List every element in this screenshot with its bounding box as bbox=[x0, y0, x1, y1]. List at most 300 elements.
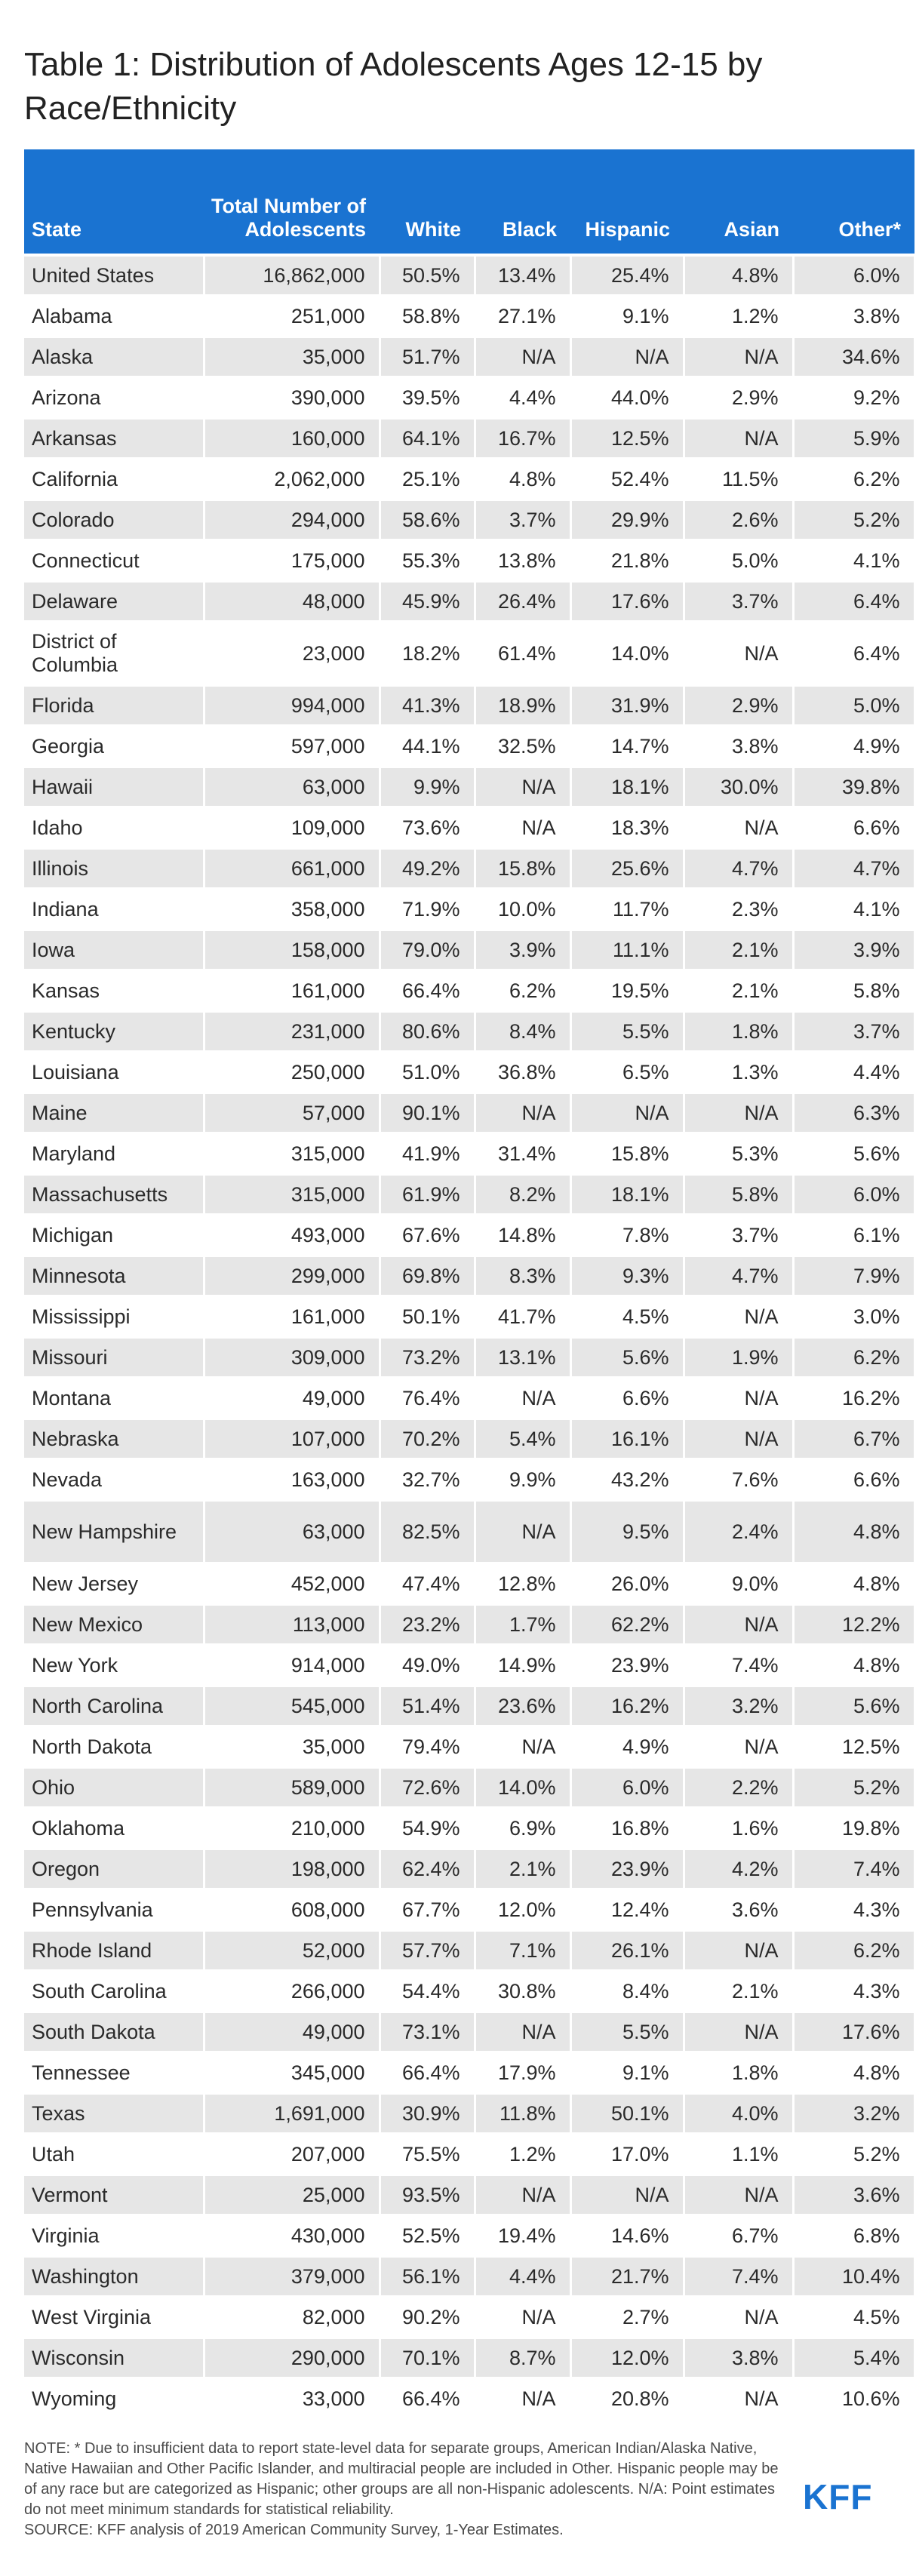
hispanic-cell: 5.5% bbox=[570, 1011, 684, 1052]
state-cell: Pennsylvania bbox=[24, 1889, 204, 1930]
table-row bbox=[24, 726, 914, 767]
other-cell: 4.5% bbox=[793, 2297, 914, 2338]
white-cell: 39.5% bbox=[380, 377, 475, 418]
state-cell: Mississippi bbox=[24, 1296, 204, 1337]
black-cell: 13.1% bbox=[475, 1337, 570, 1378]
asian-cell: 2.3% bbox=[684, 889, 793, 930]
asian-cell: 4.8% bbox=[684, 255, 793, 296]
other-cell: 5.9% bbox=[793, 418, 914, 459]
black-cell: 61.4% bbox=[475, 622, 570, 685]
black-cell: 5.4% bbox=[475, 1419, 570, 1459]
black-cell: 18.9% bbox=[475, 685, 570, 726]
white-cell: 66.4% bbox=[380, 2052, 475, 2093]
other-cell: 6.8% bbox=[793, 2215, 914, 2256]
white-cell: 70.2% bbox=[380, 1419, 475, 1459]
table-row bbox=[24, 1378, 914, 1419]
table-row bbox=[24, 1808, 914, 1849]
asian-cell: 30.0% bbox=[684, 767, 793, 807]
footnote bbox=[24, 2439, 786, 2541]
table-row bbox=[24, 1889, 914, 1930]
asian-cell: 4.7% bbox=[684, 848, 793, 889]
black-cell: 1.2% bbox=[475, 2134, 570, 2175]
table-row bbox=[24, 2378, 914, 2419]
hispanic-cell: N/A bbox=[570, 2175, 684, 2215]
black-cell: 10.0% bbox=[475, 889, 570, 930]
total-cell: 597,000 bbox=[204, 726, 380, 767]
table-row bbox=[24, 970, 914, 1011]
other-cell: 4.1% bbox=[793, 540, 914, 581]
total-cell: 390,000 bbox=[204, 377, 380, 418]
asian-cell: 4.2% bbox=[684, 1849, 793, 1889]
black-cell: 12.0% bbox=[475, 1889, 570, 1930]
total-cell: 161,000 bbox=[204, 970, 380, 1011]
total-cell: 48,000 bbox=[204, 581, 380, 622]
other-cell: 3.8% bbox=[793, 296, 914, 337]
state-cell: Georgia bbox=[24, 726, 204, 767]
state-cell: Massachusetts bbox=[24, 1174, 204, 1215]
other-cell: 5.8% bbox=[793, 970, 914, 1011]
state-cell: Montana bbox=[24, 1378, 204, 1419]
total-cell: 250,000 bbox=[204, 1052, 380, 1093]
state-cell: District of Columbia bbox=[24, 622, 204, 685]
total-cell: 266,000 bbox=[204, 1971, 380, 2012]
asian-cell: N/A bbox=[684, 2378, 793, 2419]
total-cell: 23,000 bbox=[204, 622, 380, 685]
hispanic-cell: 14.7% bbox=[570, 726, 684, 767]
black-cell: 13.8% bbox=[475, 540, 570, 581]
white-cell: 25.1% bbox=[380, 459, 475, 500]
total-cell: 63,000 bbox=[204, 1500, 380, 1563]
table-row bbox=[24, 1011, 914, 1052]
black-cell: 1.7% bbox=[475, 1604, 570, 1645]
other-cell: 4.1% bbox=[793, 889, 914, 930]
black-cell: 4.8% bbox=[475, 459, 570, 500]
black-cell: 8.7% bbox=[475, 2338, 570, 2378]
total-cell: 914,000 bbox=[204, 1645, 380, 1686]
state-cell: Indiana bbox=[24, 889, 204, 930]
state-cell: Alaska bbox=[24, 337, 204, 377]
white-cell: 69.8% bbox=[380, 1256, 475, 1296]
total-cell: 379,000 bbox=[204, 2256, 380, 2297]
black-cell: N/A bbox=[475, 2175, 570, 2215]
state-cell: Maine bbox=[24, 1093, 204, 1133]
asian-cell: N/A bbox=[684, 2175, 793, 2215]
table-row bbox=[24, 377, 914, 418]
asian-cell: N/A bbox=[684, 337, 793, 377]
asian-cell: 1.9% bbox=[684, 1337, 793, 1378]
other-cell: 3.7% bbox=[793, 1011, 914, 1052]
black-cell: 32.5% bbox=[475, 726, 570, 767]
total-cell: 163,000 bbox=[204, 1459, 380, 1500]
other-cell: 4.8% bbox=[793, 2052, 914, 2093]
table-row bbox=[24, 807, 914, 848]
table-row bbox=[24, 500, 914, 540]
white-cell: 49.0% bbox=[380, 1645, 475, 1686]
state-cell: Illinois bbox=[24, 848, 204, 889]
table-row bbox=[24, 1133, 914, 1174]
total-cell: 160,000 bbox=[204, 418, 380, 459]
other-cell: 6.6% bbox=[793, 1459, 914, 1500]
state-cell: Virginia bbox=[24, 2215, 204, 2256]
state-cell: Maryland bbox=[24, 1133, 204, 1174]
table-row bbox=[24, 622, 914, 685]
other-cell: 6.2% bbox=[793, 1930, 914, 1971]
table-row bbox=[24, 1337, 914, 1378]
black-cell: 4.4% bbox=[475, 2256, 570, 2297]
other-cell: 4.8% bbox=[793, 1563, 914, 1604]
white-cell: 79.4% bbox=[380, 1726, 475, 1767]
white-cell: 58.8% bbox=[380, 296, 475, 337]
other-cell: 12.5% bbox=[793, 1726, 914, 1767]
asian-cell: 1.1% bbox=[684, 2134, 793, 2175]
total-cell: 661,000 bbox=[204, 848, 380, 889]
black-cell: N/A bbox=[475, 1378, 570, 1419]
table-header bbox=[24, 149, 914, 255]
black-cell: N/A bbox=[475, 767, 570, 807]
white-cell: 66.4% bbox=[380, 970, 475, 1011]
hispanic-cell: 4.9% bbox=[570, 1726, 684, 1767]
state-cell: Washington bbox=[24, 2256, 204, 2297]
other-cell: 39.8% bbox=[793, 767, 914, 807]
state-cell: Oregon bbox=[24, 1849, 204, 1889]
black-cell: 36.8% bbox=[475, 1052, 570, 1093]
asian-cell: 3.7% bbox=[684, 581, 793, 622]
other-cell: 6.3% bbox=[793, 1093, 914, 1133]
other-cell: 3.0% bbox=[793, 1296, 914, 1337]
black-cell: 9.9% bbox=[475, 1459, 570, 1500]
table-row bbox=[24, 2052, 914, 2093]
white-cell: 44.1% bbox=[380, 726, 475, 767]
asian-cell: 7.4% bbox=[684, 1645, 793, 1686]
white-cell: 76.4% bbox=[380, 1378, 475, 1419]
table-row bbox=[24, 1686, 914, 1726]
table-row bbox=[24, 2134, 914, 2175]
table-row bbox=[24, 1849, 914, 1889]
white-cell: 80.6% bbox=[380, 1011, 475, 1052]
black-cell: 3.7% bbox=[475, 500, 570, 540]
asian-cell: 2.6% bbox=[684, 500, 793, 540]
other-cell: 19.8% bbox=[793, 1808, 914, 1849]
column-header-white: White bbox=[380, 149, 475, 255]
black-cell: N/A bbox=[475, 1500, 570, 1563]
hispanic-cell: 9.5% bbox=[570, 1500, 684, 1563]
white-cell: 41.3% bbox=[380, 685, 475, 726]
hispanic-cell: 19.5% bbox=[570, 970, 684, 1011]
hispanic-cell: 31.9% bbox=[570, 685, 684, 726]
white-cell: 51.0% bbox=[380, 1052, 475, 1093]
hispanic-cell: 6.5% bbox=[570, 1052, 684, 1093]
black-cell: 23.6% bbox=[475, 1686, 570, 1726]
black-cell: N/A bbox=[475, 1726, 570, 1767]
hispanic-cell: 11.7% bbox=[570, 889, 684, 930]
black-cell: 17.9% bbox=[475, 2052, 570, 2093]
total-cell: 63,000 bbox=[204, 767, 380, 807]
table-row bbox=[24, 1971, 914, 2012]
hispanic-cell: 6.6% bbox=[570, 1378, 684, 1419]
black-cell: 30.8% bbox=[475, 1971, 570, 2012]
hispanic-cell: 18.1% bbox=[570, 767, 684, 807]
table-row bbox=[24, 1174, 914, 1215]
table-row bbox=[24, 296, 914, 337]
total-cell: 49,000 bbox=[204, 1378, 380, 1419]
white-cell: 72.6% bbox=[380, 1767, 475, 1808]
total-cell: 1,691,000 bbox=[204, 2093, 380, 2134]
hispanic-cell: 21.8% bbox=[570, 540, 684, 581]
white-cell: 62.4% bbox=[380, 1849, 475, 1889]
total-cell: 452,000 bbox=[204, 1563, 380, 1604]
asian-cell: N/A bbox=[684, 807, 793, 848]
hispanic-cell: 7.8% bbox=[570, 1215, 684, 1256]
hispanic-cell: 2.7% bbox=[570, 2297, 684, 2338]
hispanic-cell: 50.1% bbox=[570, 2093, 684, 2134]
state-cell: New Jersey bbox=[24, 1563, 204, 1604]
black-cell: 14.9% bbox=[475, 1645, 570, 1686]
white-cell: 58.6% bbox=[380, 500, 475, 540]
asian-cell: 7.6% bbox=[684, 1459, 793, 1500]
total-cell: 430,000 bbox=[204, 2215, 380, 2256]
black-cell: 3.9% bbox=[475, 930, 570, 970]
hispanic-cell: 26.1% bbox=[570, 1930, 684, 1971]
white-cell: 41.9% bbox=[380, 1133, 475, 1174]
table-row bbox=[24, 2012, 914, 2052]
table-row bbox=[24, 1296, 914, 1337]
table-row bbox=[24, 255, 914, 296]
hispanic-cell: 62.2% bbox=[570, 1604, 684, 1645]
total-cell: 161,000 bbox=[204, 1296, 380, 1337]
state-cell: Iowa bbox=[24, 930, 204, 970]
table-row bbox=[24, 418, 914, 459]
white-cell: 61.9% bbox=[380, 1174, 475, 1215]
asian-cell: 2.4% bbox=[684, 1500, 793, 1563]
hispanic-cell: 15.8% bbox=[570, 1133, 684, 1174]
white-cell: 49.2% bbox=[380, 848, 475, 889]
total-cell: 231,000 bbox=[204, 1011, 380, 1052]
black-cell: 4.4% bbox=[475, 377, 570, 418]
white-cell: 32.7% bbox=[380, 1459, 475, 1500]
white-cell: 30.9% bbox=[380, 2093, 475, 2134]
table-row bbox=[24, 459, 914, 500]
asian-cell: N/A bbox=[684, 2297, 793, 2338]
hispanic-cell: 17.0% bbox=[570, 2134, 684, 2175]
state-cell: Oklahoma bbox=[24, 1808, 204, 1849]
table-row bbox=[24, 2256, 914, 2297]
other-cell: 4.8% bbox=[793, 1500, 914, 1563]
hispanic-cell: 52.4% bbox=[570, 459, 684, 500]
asian-cell: 9.0% bbox=[684, 1563, 793, 1604]
state-cell: Arkansas bbox=[24, 418, 204, 459]
data-table bbox=[24, 149, 916, 2421]
hispanic-cell: 18.1% bbox=[570, 1174, 684, 1215]
black-cell: N/A bbox=[475, 1093, 570, 1133]
white-cell: 67.6% bbox=[380, 1215, 475, 1256]
asian-cell: 2.9% bbox=[684, 377, 793, 418]
other-cell: 9.2% bbox=[793, 377, 914, 418]
state-cell: Colorado bbox=[24, 500, 204, 540]
asian-cell: 1.3% bbox=[684, 1052, 793, 1093]
state-cell: New York bbox=[24, 1645, 204, 1686]
other-cell: 4.7% bbox=[793, 848, 914, 889]
column-header-black: Black bbox=[475, 149, 570, 255]
table-row bbox=[24, 1052, 914, 1093]
table-row bbox=[24, 889, 914, 930]
other-cell: 6.4% bbox=[793, 581, 914, 622]
white-cell: 57.7% bbox=[380, 1930, 475, 1971]
table-row bbox=[24, 1093, 914, 1133]
state-cell: Wisconsin bbox=[24, 2338, 204, 2378]
table-body bbox=[24, 255, 914, 2419]
state-cell: Michigan bbox=[24, 1215, 204, 1256]
state-cell: Louisiana bbox=[24, 1052, 204, 1093]
total-cell: 309,000 bbox=[204, 1337, 380, 1378]
other-cell: 4.9% bbox=[793, 726, 914, 767]
table-row bbox=[24, 2093, 914, 2134]
asian-cell: 1.2% bbox=[684, 296, 793, 337]
total-cell: 198,000 bbox=[204, 1849, 380, 1889]
hispanic-cell: 9.3% bbox=[570, 1256, 684, 1296]
other-cell: 6.2% bbox=[793, 1337, 914, 1378]
white-cell: 73.6% bbox=[380, 807, 475, 848]
black-cell: 31.4% bbox=[475, 1133, 570, 1174]
state-cell: California bbox=[24, 459, 204, 500]
total-cell: 290,000 bbox=[204, 2338, 380, 2378]
state-cell: North Dakota bbox=[24, 1726, 204, 1767]
other-cell: 5.4% bbox=[793, 2338, 914, 2378]
hispanic-cell: 9.1% bbox=[570, 2052, 684, 2093]
other-cell: 5.6% bbox=[793, 1686, 914, 1726]
other-cell: 6.2% bbox=[793, 459, 914, 500]
table-row bbox=[24, 1500, 914, 1563]
black-cell: 8.4% bbox=[475, 1011, 570, 1052]
asian-cell: N/A bbox=[684, 1726, 793, 1767]
state-cell: New Hampshire bbox=[24, 1500, 204, 1563]
asian-cell: 11.5% bbox=[684, 459, 793, 500]
hispanic-cell: 23.9% bbox=[570, 1849, 684, 1889]
table-row bbox=[24, 1645, 914, 1686]
state-cell: Missouri bbox=[24, 1337, 204, 1378]
table-row bbox=[24, 1726, 914, 1767]
black-cell: N/A bbox=[475, 2378, 570, 2419]
other-cell: 17.6% bbox=[793, 2012, 914, 2052]
white-cell: 71.9% bbox=[380, 889, 475, 930]
white-cell: 47.4% bbox=[380, 1563, 475, 1604]
other-cell: 4.4% bbox=[793, 1052, 914, 1093]
other-cell: 6.7% bbox=[793, 1419, 914, 1459]
column-header-state: State bbox=[24, 149, 204, 255]
black-cell: N/A bbox=[475, 337, 570, 377]
white-cell: 73.2% bbox=[380, 1337, 475, 1378]
white-cell: 64.1% bbox=[380, 418, 475, 459]
black-cell: 15.8% bbox=[475, 848, 570, 889]
other-cell: 16.2% bbox=[793, 1378, 914, 1419]
asian-cell: 4.0% bbox=[684, 2093, 793, 2134]
total-cell: 493,000 bbox=[204, 1215, 380, 1256]
table-row bbox=[24, 2297, 914, 2338]
asian-cell: N/A bbox=[684, 1419, 793, 1459]
column-header-other: Other* bbox=[793, 149, 914, 255]
state-cell: Utah bbox=[24, 2134, 204, 2175]
total-cell: 294,000 bbox=[204, 500, 380, 540]
black-cell: 41.7% bbox=[475, 1296, 570, 1337]
total-cell: 49,000 bbox=[204, 2012, 380, 2052]
column-header-hispanic: Hispanic bbox=[570, 149, 684, 255]
white-cell: 70.1% bbox=[380, 2338, 475, 2378]
hispanic-cell: 14.0% bbox=[570, 622, 684, 685]
black-cell: 19.4% bbox=[475, 2215, 570, 2256]
white-cell: 9.9% bbox=[380, 767, 475, 807]
asian-cell: 1.6% bbox=[684, 1808, 793, 1849]
table-row bbox=[24, 930, 914, 970]
total-cell: 545,000 bbox=[204, 1686, 380, 1726]
other-cell: 5.2% bbox=[793, 1767, 914, 1808]
table-row bbox=[24, 2215, 914, 2256]
table-row bbox=[24, 2338, 914, 2378]
asian-cell: 3.8% bbox=[684, 726, 793, 767]
other-cell: 6.1% bbox=[793, 1215, 914, 1256]
state-cell: Idaho bbox=[24, 807, 204, 848]
other-cell: 5.0% bbox=[793, 685, 914, 726]
white-cell: 66.4% bbox=[380, 2378, 475, 2419]
hispanic-cell: 14.6% bbox=[570, 2215, 684, 2256]
total-cell: 345,000 bbox=[204, 2052, 380, 2093]
asian-cell: N/A bbox=[684, 622, 793, 685]
other-cell: 6.0% bbox=[793, 255, 914, 296]
total-cell: 251,000 bbox=[204, 296, 380, 337]
white-cell: 51.7% bbox=[380, 337, 475, 377]
table-row bbox=[24, 848, 914, 889]
total-cell: 358,000 bbox=[204, 889, 380, 930]
state-cell: Kansas bbox=[24, 970, 204, 1011]
table-row bbox=[24, 1604, 914, 1645]
asian-cell: 5.3% bbox=[684, 1133, 793, 1174]
white-cell: 52.5% bbox=[380, 2215, 475, 2256]
state-cell: Minnesota bbox=[24, 1256, 204, 1296]
asian-cell: 5.0% bbox=[684, 540, 793, 581]
state-cell: Nebraska bbox=[24, 1419, 204, 1459]
hispanic-cell: 5.6% bbox=[570, 1337, 684, 1378]
state-cell: Tennessee bbox=[24, 2052, 204, 2093]
state-cell: Vermont bbox=[24, 2175, 204, 2215]
black-cell: 11.8% bbox=[475, 2093, 570, 2134]
table-row bbox=[24, 1459, 914, 1500]
state-cell: Nevada bbox=[24, 1459, 204, 1500]
total-cell: 2,062,000 bbox=[204, 459, 380, 500]
black-cell: 8.3% bbox=[475, 1256, 570, 1296]
other-cell: 4.3% bbox=[793, 1971, 914, 2012]
total-cell: 315,000 bbox=[204, 1133, 380, 1174]
other-cell: 5.2% bbox=[793, 500, 914, 540]
hispanic-cell: 25.6% bbox=[570, 848, 684, 889]
hispanic-cell: 12.0% bbox=[570, 2338, 684, 2378]
black-cell: 26.4% bbox=[475, 581, 570, 622]
white-cell: 18.2% bbox=[380, 622, 475, 685]
other-cell: 6.0% bbox=[793, 1174, 914, 1215]
other-cell: 7.9% bbox=[793, 1256, 914, 1296]
hispanic-cell: N/A bbox=[570, 337, 684, 377]
total-cell: 207,000 bbox=[204, 2134, 380, 2175]
table-row bbox=[24, 1256, 914, 1296]
total-cell: 315,000 bbox=[204, 1174, 380, 1215]
state-cell: South Carolina bbox=[24, 1971, 204, 2012]
hispanic-cell: 16.8% bbox=[570, 1808, 684, 1849]
black-cell: N/A bbox=[475, 2297, 570, 2338]
white-cell: 54.4% bbox=[380, 1971, 475, 2012]
data-table-container bbox=[24, 149, 901, 2421]
white-cell: 82.5% bbox=[380, 1500, 475, 1563]
hispanic-cell: 6.0% bbox=[570, 1767, 684, 1808]
total-cell: 16,862,000 bbox=[204, 255, 380, 296]
total-cell: 299,000 bbox=[204, 1256, 380, 1296]
white-cell: 56.1% bbox=[380, 2256, 475, 2297]
